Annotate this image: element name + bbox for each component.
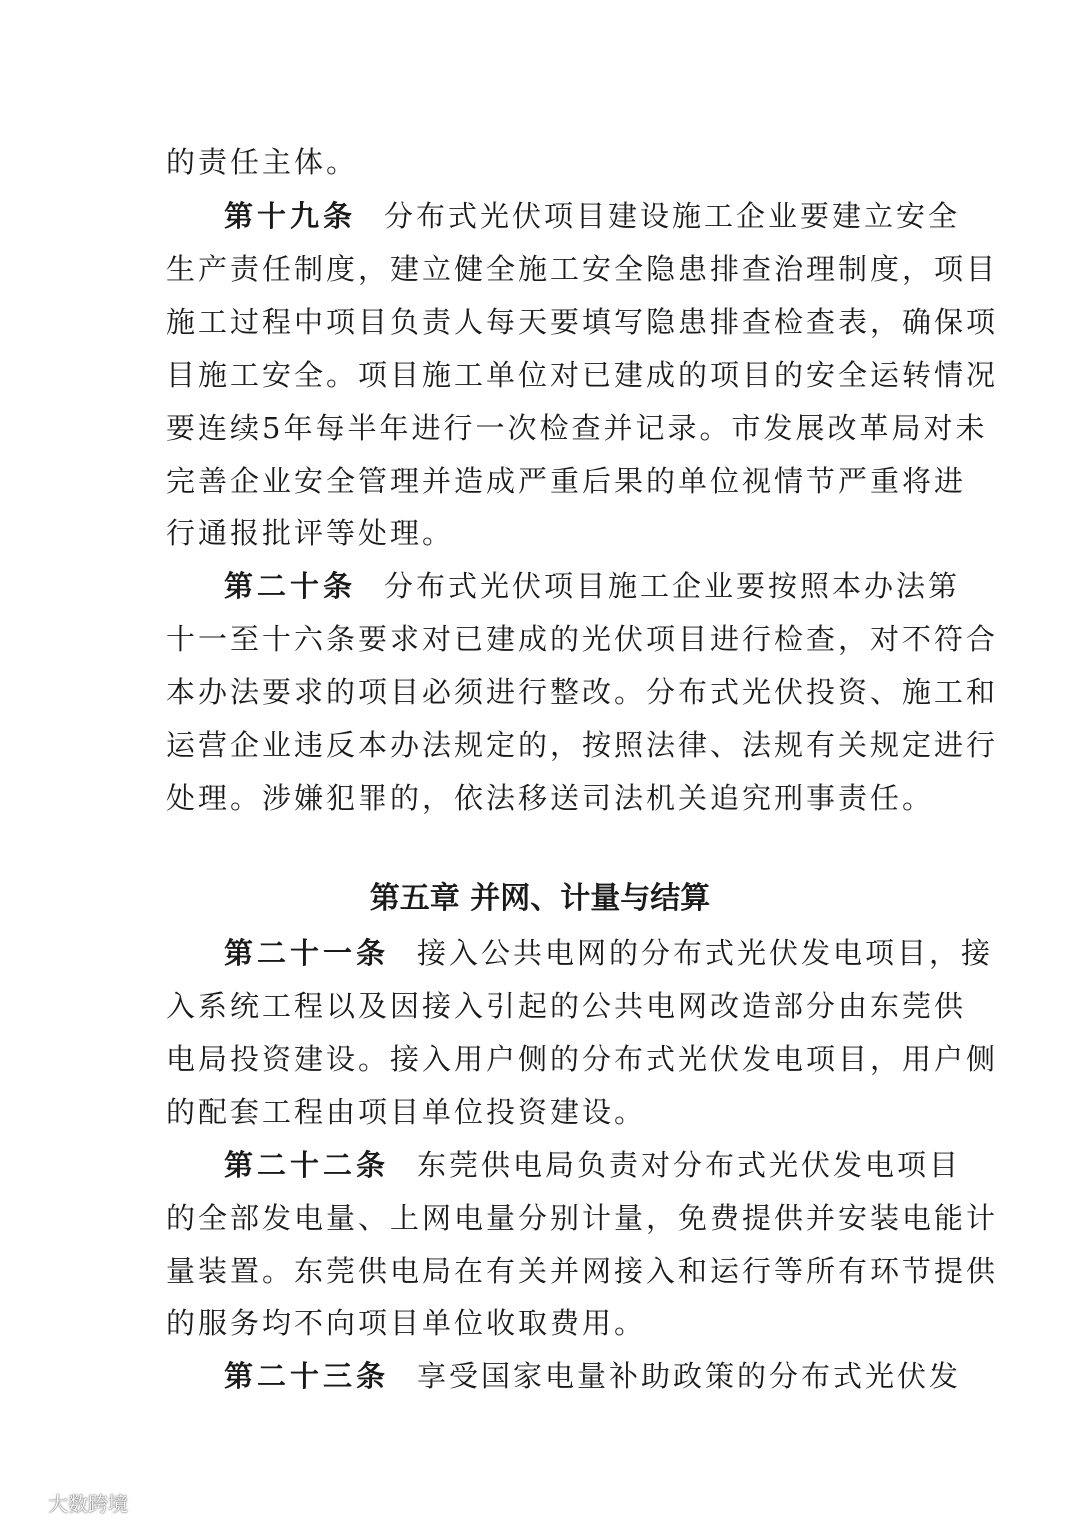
article-19-first-line: 第十九条 分布式光伏项目建设施工企业要建立安全 — [224, 199, 961, 233]
paragraph-line: 的服务均不向项目单位收取费用。 — [166, 1306, 647, 1340]
paragraph-line: 施工过程中项目负责人每天要填写隐患排查检查表，确保项 — [166, 305, 999, 339]
paragraph-line: 本办法要求的项目必须进行整改。分布式光伏投资、施工和 — [166, 675, 999, 709]
paragraph-line: 运营企业违反本办法规定的，按照法律、法规有关规定进行 — [166, 728, 999, 762]
paragraph-line: 处理。涉嫌犯罪的，依法移送司法机关追究刑事责任。 — [166, 781, 935, 815]
paragraph-line: 行通报批评等处理。 — [166, 516, 455, 550]
paragraph-line: 的全部发电量、上网电量分别计量，免费提供并安装电能计 — [166, 1201, 999, 1235]
watermark-logo-icon — [8, 1492, 42, 1514]
article-label: 第二十条 — [224, 569, 357, 603]
watermark — [8, 1488, 128, 1517]
chapter-heading: 第五章 并网、计量与结算 — [369, 881, 711, 916]
watermark-text: 大数跨境 — [48, 1492, 128, 1516]
paragraph-line: 入系统工程以及因接入引起的公共电网改造部分由东莞供 — [166, 989, 967, 1023]
paragraph-line: 电局投资建设。接入用户侧的分布式光伏发电项目，用户侧 — [166, 1042, 999, 1076]
paragraph-line: 生产责任制度，建立健全施工安全隐患排查治理制度，项目 — [166, 252, 999, 286]
article-label: 第二十三条 — [224, 1359, 390, 1393]
article-label: 第十九条 — [224, 199, 357, 233]
article-label: 第二十一条 — [224, 936, 390, 970]
article-label: 第二十二条 — [224, 1148, 390, 1182]
paragraph-line: 目施工安全。项目施工单位对已建成的项目的安全运转情况 — [166, 358, 999, 392]
paragraph-line: 的配套工程由项目单位投资建设。 — [166, 1095, 647, 1129]
article-23-first-line: 第二十三条 享受国家电量补助政策的分布式光伏发 — [224, 1359, 962, 1393]
paragraph-line: 量装置。东莞供电局在有关并网接入和运行等所有环节提供 — [166, 1254, 999, 1288]
paragraph-line: 的责任主体。 — [166, 145, 359, 179]
paragraph-line: 要连续5年每半年进行一次检查并记录。市发展改革局对未 — [166, 411, 988, 445]
article-20-first-line: 第二十条 分布式光伏项目施工企业要按照本办法第 — [224, 569, 961, 603]
article-22-first-line: 第二十二条 东莞供电局负责对分布式光伏发电项目 — [224, 1148, 962, 1182]
article-21-first-line: 第二十一条 接入公共电网的分布式光伏发电项目，接 — [224, 936, 994, 970]
paragraph-line: 十一至十六条要求对已建成的光伏项目进行检查，对不符合 — [166, 622, 999, 656]
paragraph-line: 完善企业安全管理并造成严重后果的单位视情节严重将进 — [166, 464, 967, 498]
